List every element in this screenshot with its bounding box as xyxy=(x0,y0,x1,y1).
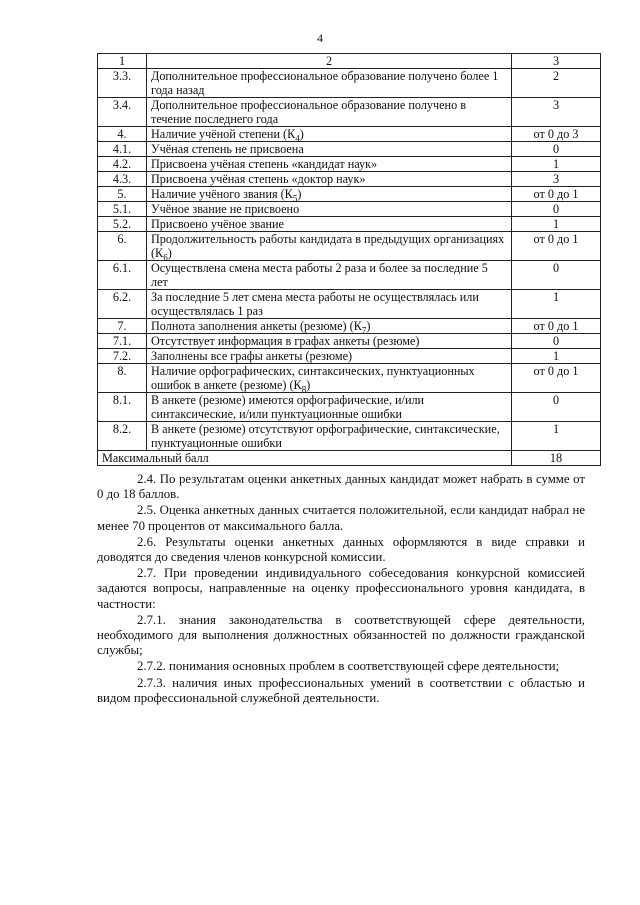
paragraph: 2.7.3. наличия иных профессиональных умений в соответствии с областью и видом профессиональной служебной деятельности. xyxy=(97,675,585,705)
row-number: 4.3. xyxy=(98,172,147,187)
row-number: 7. xyxy=(98,319,147,334)
table-total-row xyxy=(98,451,601,466)
row-criterion: Учёная степень не присвоена xyxy=(147,142,512,157)
row-number: 8. xyxy=(98,364,147,393)
row-criterion: Присвоено учёное звание xyxy=(147,217,512,232)
row-criterion: Отсутствует информация в графах анкеты (резюме) xyxy=(147,334,512,349)
row-criterion: Полнота заполнения анкеты (резюме) $(К_7)$ xyxy=(147,319,512,334)
paragraph: 2.5. Оценка анкетных данных считается положительной, если кандидат набрал не менее 70 процентов от максимального балла. xyxy=(97,503,585,533)
row-score: 1 xyxy=(512,422,601,451)
row-number: 5.2. xyxy=(98,217,147,232)
page-number: 4 xyxy=(317,31,323,45)
row-score: 0 xyxy=(512,393,601,422)
row-score: 1 xyxy=(512,157,601,172)
column-header: 2 xyxy=(147,54,512,69)
table-row xyxy=(98,290,601,319)
row-number: 6.2. xyxy=(98,290,147,319)
row-criterion: Дополнительное профессиональное образование получено в течение последнего года xyxy=(147,98,512,127)
row-score: 1 xyxy=(512,349,601,364)
row-criterion: Продолжительность работы кандидата в предыдущих организациях $(К_6)$ xyxy=(147,232,512,261)
row-number: 3.3. xyxy=(98,69,147,98)
row-number: 4. xyxy=(98,127,147,142)
row-criterion: Учёное звание не присвоено xyxy=(147,202,512,217)
row-criterion: Заполнены все графы анкеты (резюме) xyxy=(147,349,512,364)
table-row xyxy=(98,349,601,364)
row-score: 0 xyxy=(512,142,601,157)
row-number: 5. xyxy=(98,187,147,202)
row-score: 1 xyxy=(512,290,601,319)
table-row xyxy=(98,202,601,217)
row-number: 6. xyxy=(98,232,147,261)
table-row xyxy=(98,142,601,157)
table-header-row xyxy=(98,54,601,69)
row-criterion: В анкете (резюме) отсутствуют орфографические, синтаксические, пунктуационные ошибки xyxy=(147,422,512,451)
row-score: 3 xyxy=(512,98,601,127)
table-row xyxy=(98,319,601,334)
table-row xyxy=(98,98,601,127)
max-score-value: 18 xyxy=(512,451,601,466)
row-score: 0 xyxy=(512,334,601,349)
table-row xyxy=(98,157,601,172)
table-row xyxy=(98,261,601,290)
row-score: 1 xyxy=(512,217,601,232)
row-number: 7.2. xyxy=(98,349,147,364)
criteria-table xyxy=(97,53,601,466)
row-score: 3 xyxy=(512,172,601,187)
row-criterion: За последние 5 лет смена места работы не осуществлялась или осуществлялась 1 раз xyxy=(147,290,512,319)
row-number: 8.1. xyxy=(98,393,147,422)
row-number: 4.1. xyxy=(98,142,147,157)
row-score: 0 xyxy=(512,202,601,217)
row-criterion: Осуществлена смена места работы 2 раза и более за последние 5 лет xyxy=(147,261,512,290)
column-header: 3 xyxy=(512,54,601,69)
row-score: от 0 до 1 xyxy=(512,187,601,202)
row-score: 2 xyxy=(512,69,601,98)
row-score: 0 xyxy=(512,261,601,290)
table-row xyxy=(98,232,601,261)
row-criterion: Наличие орфографических, синтаксических, пунктуационных ошибок в анкете (резюме) $(К_8)$ xyxy=(147,364,512,393)
table-row xyxy=(98,187,601,202)
table-row xyxy=(98,334,601,349)
paragraph: 2.7.1. знания законодательства в соответствующей сфере деятельности, необходимого для выполнения должностных обязанностей по должности гражданской службы; xyxy=(97,612,585,658)
table-row xyxy=(98,422,601,451)
paragraph: 2.7.2. понимания основных проблем в соответствующей сфере деятельности; xyxy=(137,659,560,674)
row-number: 8.2. xyxy=(98,422,147,451)
row-number: 6.1. xyxy=(98,261,147,290)
row-criterion: Дополнительное профессиональное образование получено более 1 года назад xyxy=(147,69,512,98)
table-row xyxy=(98,127,601,142)
row-criterion: Присвоена учёная степень «доктор наук» xyxy=(147,172,512,187)
max-score-label: Максимальный балл xyxy=(98,451,512,466)
table-row xyxy=(98,393,601,422)
column-header: 1 xyxy=(98,54,147,69)
row-criterion: В анкете (резюме) имеются орфографические, и/или синтаксические, и/или пунктуационные ошибки xyxy=(147,393,512,422)
table-row xyxy=(98,172,601,187)
row-score: от 0 до 1 xyxy=(512,319,601,334)
row-number: 7.1. xyxy=(98,334,147,349)
row-number: 3.4. xyxy=(98,98,147,127)
row-number: 5.1. xyxy=(98,202,147,217)
body-text xyxy=(97,472,585,706)
table-row xyxy=(98,364,601,393)
table-row xyxy=(98,69,601,98)
paragraph: 2.4. По результатам оценки анкетных данных кандидат может набрать в сумме от 0 до 18 баллов. xyxy=(97,472,585,502)
paragraph: 2.7. При проведении индивидуального собеседования конкурсной комиссией задаются вопросы, направленные на оценку профессионального уровня кандидата, в частности: xyxy=(97,566,585,611)
row-criterion: Наличие учёного звания $(К_5)$ xyxy=(147,187,512,202)
row-number: 4.2. xyxy=(98,157,147,172)
row-criterion: Наличие учёной степени $(К_4)$ xyxy=(147,127,512,142)
row-score: от 0 до 1 xyxy=(512,364,601,393)
table-row xyxy=(98,217,601,232)
row-criterion: Присвоена учёная степень «кандидат наук» xyxy=(147,157,512,172)
row-score: от 0 до 3 xyxy=(512,127,601,142)
row-score: от 0 до 1 xyxy=(512,232,601,261)
paragraph: 2.6. Результаты оценки анкетных данных оформляются в виде справки и доводятся до сведения членов конкурсной комиссии. xyxy=(97,534,585,565)
